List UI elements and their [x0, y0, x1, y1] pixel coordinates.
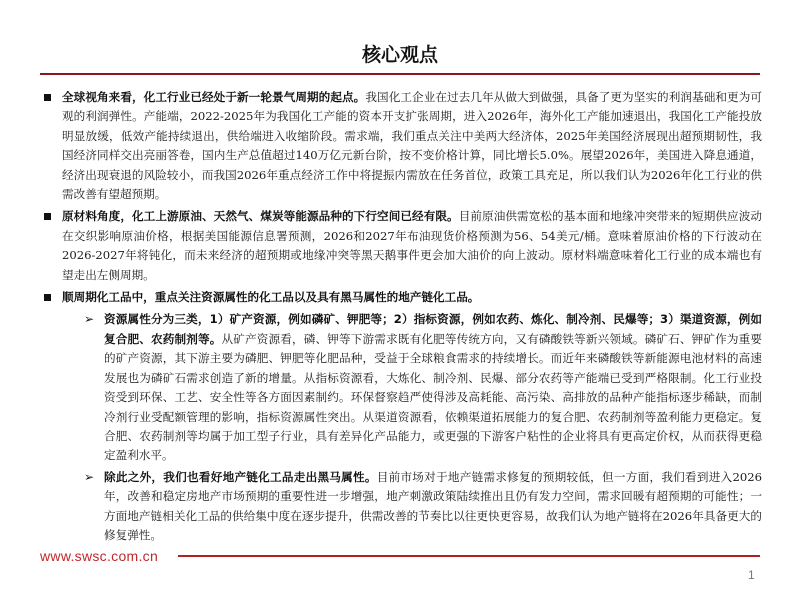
- page-number: 1: [748, 568, 755, 582]
- title-divider: [40, 73, 760, 75]
- subparagraph-lead: 除此之外，我们也看好地产链化工品走出黑马属性。: [104, 469, 377, 484]
- paragraph-raw-materials: [40, 207, 762, 285]
- arrow-bullet-icon: ➢: [84, 469, 95, 484]
- subparagraph-lead: 资源属性分为三类，1）矿产资源，例如磷矿、钾肥等；2）指标资源，例如农药、炼化、制冷剂、民爆等；3）渠道资源，例如复合肥、农药制剂等。: [104, 312, 762, 346]
- subparagraph-body: 从矿产资源看，磷、钾等下游需求既有化肥等传统方向，又有磷酸铁等新兴领域。磷矿石、钾矿作为重要的矿产资源，其下游主要为磷肥、钾肥等化肥品种，受益于全球粮食需求的持续增长。而近年来磷酸铁等新能源电池材料的高速发展也为磷矿石需求创造了新的增量。从指标资源看，大炼化、制冷剂、民爆、部分农药等产能端已受到严格限制。化工行业投资受到环保、工艺、安全性等各方面因素制约。环保督察趋严使得涉及高耗能、高污染、高排放的品种产能指标逐步稀缺，而制冷剂行业受配额管理的影响，指标资源属性突出。从渠道资源看，依赖渠道拓展能力的复合肥、农药制剂等盈利能力更稳定。复合肥、农药制剂等均属于加工型子行业，具有差异化产品能力，或更强的下游客户粘性的企业将具有更高定价权，从而获得更稳定盈利水平。: [104, 331, 762, 463]
- paragraph-global-view: [40, 88, 762, 204]
- page-title: 核心观点: [361, 44, 438, 66]
- subparagraph-resource-attributes: [40, 310, 762, 465]
- square-bullet-icon: [44, 213, 51, 220]
- paragraph-lead: 全球视角来看，化工行业已经处于新一轮景气周期的起点。: [62, 90, 366, 104]
- footer-website-link[interactable]: www.swsc.com.cn: [40, 548, 159, 564]
- paragraph-pro-cyclical: [40, 288, 762, 307]
- paragraph-lead: 原材料角度，化工上游原油、天然气、煤炭等能源品种的下行空间已经有限。: [62, 209, 459, 224]
- paragraph-lead: 顺周期化工品中，重点关注资源属性的化工品以及具有黑马属性的地产链化工品。: [62, 290, 480, 305]
- arrow-bullet-icon: ➢: [84, 312, 95, 327]
- paragraph-body: 目前原油供需宽松的基本面和地缘冲突带来的短期供应波动在交织影响原油价格，根据美国能源信息署预测，2026和2027年布油现货价格预测为56、54美元/桶。意味着原油价格的下行波动在2026-2027年将钝化，而未来经济的超预期或地缘冲突等黑天鹅事件更会加大油价的向上波动。原材料端意味着化工行业的成本端也有望走出左侧周期。: [62, 209, 762, 282]
- paragraph-body: 我国化工企业在过去几年从做大到做强，具备了更为坚实的利润基础和更为可观的利润弹性。产能端，2022-2025年为我国化工产能的资本开支扩张周期，进入2026年，海外化工产能加速退出，我国化工产能投放明显放缓，低效产能持续退出，供给端进入收缩阶段。需求端，我们重点关注中美两大经济体，2025年美国经济展现出超预期韧性，我国经济同样交出亮丽答卷，国内生产总值超过140万亿元新台阶，按不变价格计算，同比增长5.0%。展望2026年，美国进入降息通道，经济出现衰退的风险较小，而我国2026年重点经济工作中将提振内需放在任务首位，政策工具充足，所以我们认为2026年化工行业的供需改善有望超预期。: [62, 90, 762, 202]
- footer-divider: [178, 555, 760, 557]
- main-content: [40, 88, 762, 547]
- square-bullet-icon: [44, 294, 51, 301]
- square-bullet-icon: [44, 94, 51, 101]
- subparagraph-body: 目前市场对于地产链需求修复的预期较低，但一方面，我们看到进入2026年，改善和稳定房地产市场预期的重要性进一步增强，地产刺激政策陆续推出且仍有发力空间，需求回暖有超预期的可能性；一方面地产链相关化工品的供给集中度在逐步提升，供需改善的节奏比以往更快更容易，故我们认为地产链将在2026年具备更大的修复弹性。: [104, 469, 762, 542]
- subparagraph-real-estate-chain: [40, 468, 762, 546]
